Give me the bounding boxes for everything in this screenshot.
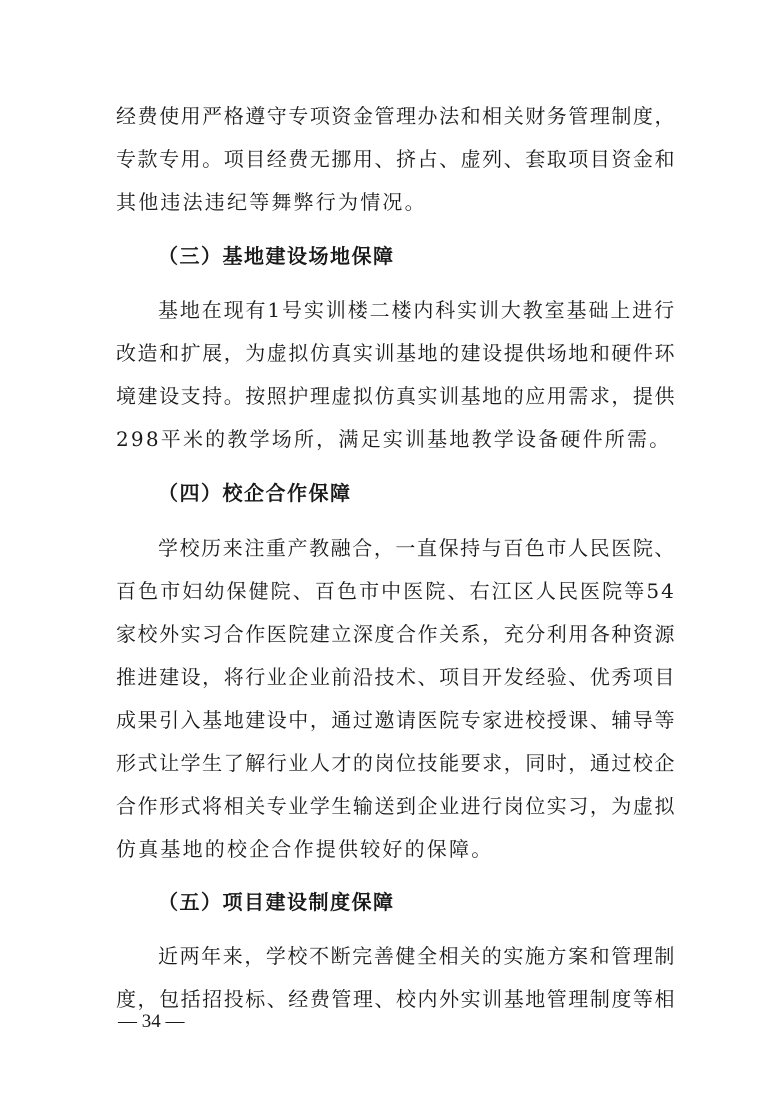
- paragraph-line: 专款专用。项目经费无挪用、挤占、虚列、套取项目资金和: [116, 147, 676, 171]
- paragraph-line: 仿真基地的校企合作提供较好的保障。: [116, 837, 494, 861]
- paragraph-line: 家校外实习合作医院建立深度合作关系，充分利用各种资源: [116, 622, 676, 646]
- page-number: — 34 —: [118, 1011, 185, 1032]
- section-heading-3: （三）基地建设场地保障: [158, 244, 395, 268]
- paragraph-line: 298平米的教学场所，满足实训基地教学设备硬件所需。: [116, 427, 672, 451]
- paragraph-line: 近两年来，学校不断完善健全相关的实施方案和管理制: [158, 944, 676, 968]
- section-heading-4: （四）校企合作保障: [158, 481, 352, 505]
- paragraph-line: 度，包括招投标、经费管理、校内外实训基地管理制度等相: [116, 987, 676, 1011]
- paragraph-line: 境建设支持。按照护理虚拟仿真实训基地的应用需求，提供: [116, 384, 676, 408]
- paragraph-line: 合作形式将相关专业学生输送到企业进行岗位实习，为虚拟: [116, 794, 676, 818]
- section-heading-5: （五）项目建设制度保障: [158, 890, 395, 914]
- paragraph-line: 其他违法违纪等舞弊行为情况。: [116, 190, 427, 214]
- paragraph-line: 推进建设，将行业企业前沿技术、项目开发经验、优秀项目: [116, 665, 676, 689]
- paragraph-line: 基地在现有1号实训楼二楼内科实训大教室基础上进行: [158, 298, 676, 322]
- paragraph-line: 成果引入基地建设中，通过邀请医院专家进校授课、辅导等: [116, 708, 676, 732]
- paragraph-line: 经费使用严格遵守专项资金管理办法和相关财务管理制度，: [116, 104, 676, 128]
- paragraph-line: 改造和扩展，为虚拟仿真实训基地的建设提供场地和硬件环: [116, 341, 676, 365]
- paragraph-line: 百色市妇幼保健院、百色市中医院、右江区人民医院等54: [116, 579, 676, 603]
- paragraph-line: 形式让学生了解行业人才的岗位技能要求，同时，通过校企: [116, 751, 676, 775]
- paragraph-line: 学校历来注重产教融合，一直保持与百色市人民医院、: [158, 536, 676, 560]
